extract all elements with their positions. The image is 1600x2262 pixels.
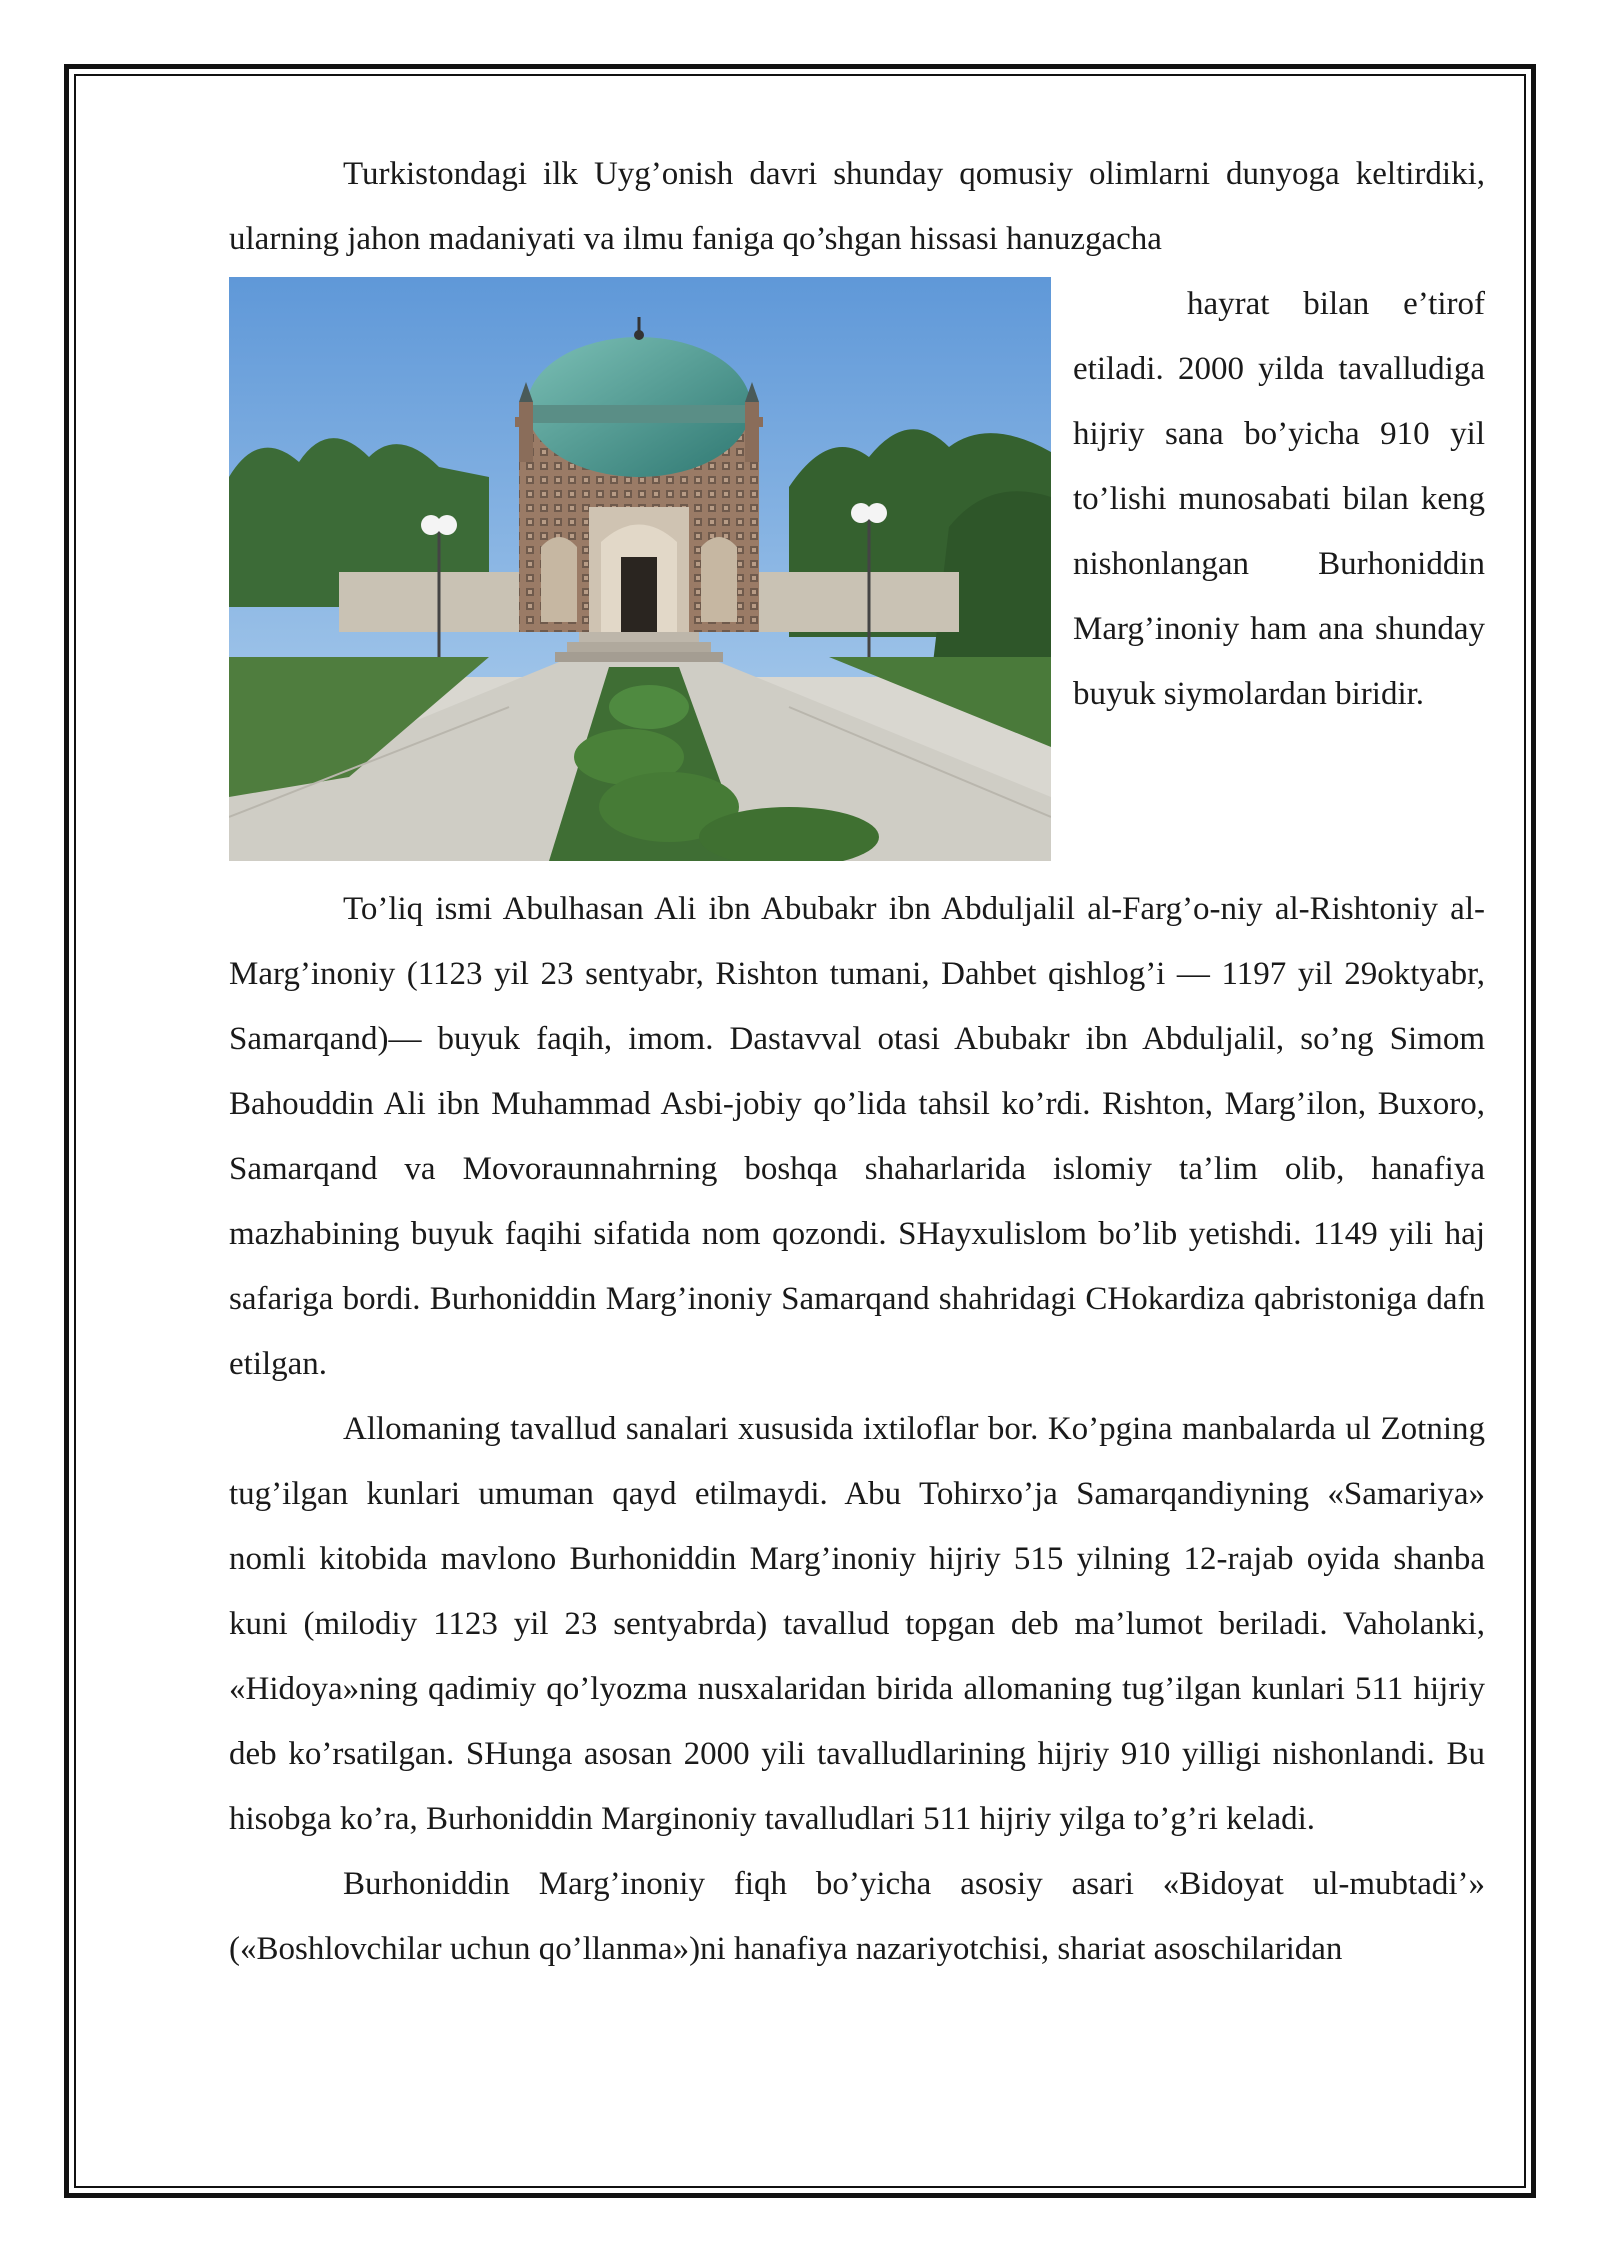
paragraph-intro: Turkistondagi ilk Uyg’onish davri shunday qomusiy olimlarni dunyoga keltirdiki, ularning jahon madaniyati va ilmu faniga qo’shgan hissasi hanuzgacha (229, 156, 1485, 257)
paragraph-works: Burhoniddin Marg’inoniy fiqh bo’yicha asosiy asari «Bidoyat ul-mubtadi’» («Boshlovchilar uchun qo’llanma»)ni hanafiya nazariyotchisi, shariat asoschilaridan (229, 1866, 1485, 1967)
paragraph-biography: To’liq ismi Abulhasan Ali ibn Abubakr ibn Abduljalil al-Farg’o-niy al-Rishtoniy al-Marg’inoniy (1123 yil 23 sentyabr, Rishton tumani, Dahbet qishlog’i — 1197 yil 29oktyabr, Samarqand)— buyuk faqih, imom. Dastavval otasi Abubakr ibn Abduljalil, so’ng Simom Bahouddin Ali ibn Muhammad Asbi-jobiy qo’lida tahsil ko’rdi. Rishton, Marg’ilon, Buxoro, Samarqand va Movoraunnahrning boshqa shaharlarida islomiy ta’lim olib, hanafiya mazhabining buyuk faqihi sifatida nom qozondi. SHayxulislom bo’lib yetishdi. 1149 yili haj safariga bordi. Burhoniddin Marg’inoniy Samarqand shahridagi CHokardiza qabristoniga dafn etilgan. (229, 891, 1485, 1382)
document-body (229, 142, 1485, 1982)
figure-block (229, 272, 1485, 877)
paragraph-birthdate: Allomaning tavallud sanalari xususida ixtiloflar bor. Ko’pgina manbalarda ul Zotning tug’ilgan kunlari umuman qayd etilmaydi. Abu Tohirxo’ja Samarqandiyning «Samariya» nomli kitobida mavlono Burhoniddin Marg’inoniy hijriy 515 yilning 12-rajab oyida shanba kuni (milodiy 1123 yil 23 sentyabrda) tavallud topgan deb ma’lumot beriladi. Vaholanki, «Hidoya»ning qadimiy qo’lyozma nusxalaridan birida allomaning tug’ilgan kunlari 511 hijriy deb ko’rsatilgan. SHunga asosan 2000 yili tavalludlarining hijriy 910 yilligi nishonlandi. Bu hisobga ko’ra, Burhoniddin Marginoniy tavalludlari 511 hijriy yilga to’g’ri keladi. (229, 1411, 1485, 1837)
paragraph-intro-continued: hayrat bilan e’tirof etiladi. 2000 yilda tavalludiga hijriy sana bo’yicha 910 yil to’lishi munosabati bilan keng nishonlangan Burhoniddin Marg’inoniy ham ana shunday buyuk siymolardan biridir. (1073, 286, 1485, 712)
mausoleum-photo (229, 277, 1051, 861)
